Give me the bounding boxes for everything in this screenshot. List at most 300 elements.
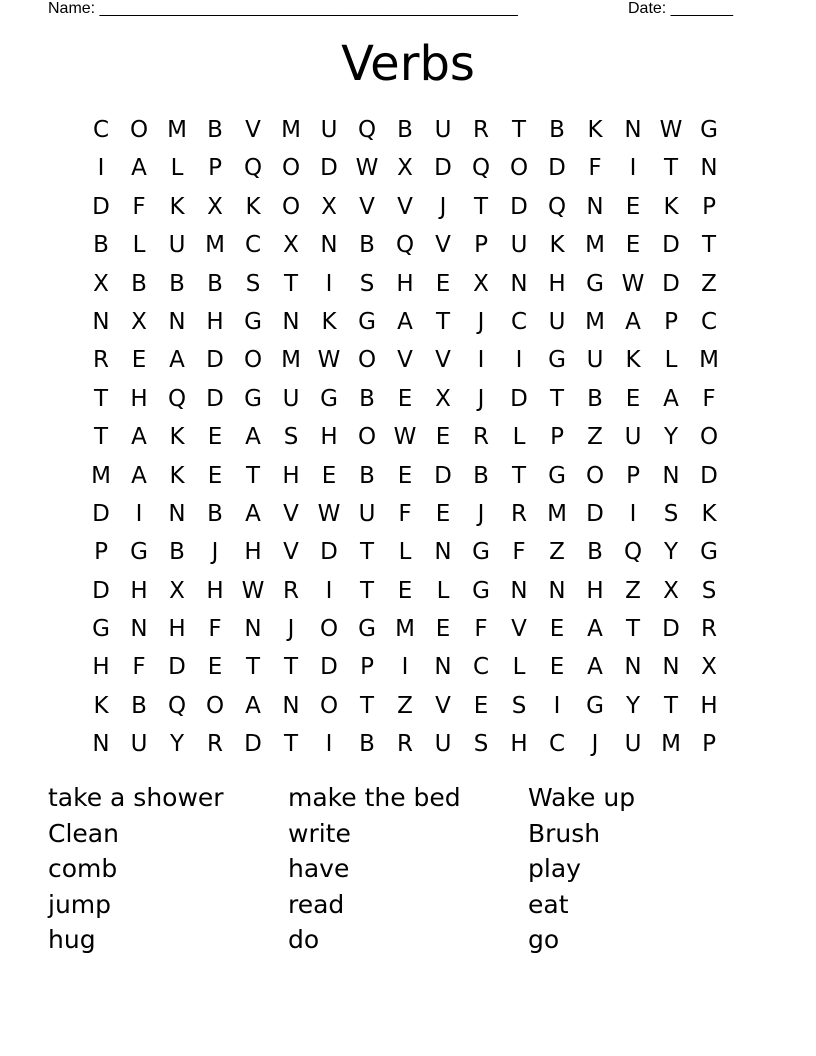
grid-letter: A <box>245 692 261 719</box>
word-search-grid <box>82 111 728 764</box>
grid-letter: I <box>325 731 333 758</box>
grid-letter: V <box>435 232 451 259</box>
grid-letter: B <box>397 117 413 143</box>
grid-letter: F <box>702 385 716 412</box>
grid-letter: E <box>625 193 641 220</box>
grid-letter: E <box>397 385 413 412</box>
grid-letter: K <box>321 308 337 335</box>
grid-letter: G <box>586 270 604 297</box>
page-title: Verbs <box>341 36 475 92</box>
grid-letter: X <box>321 193 337 220</box>
grid-letter: S <box>245 270 261 297</box>
grid-letter: U <box>358 500 376 527</box>
word-list-item: go <box>528 925 560 955</box>
grid-letter: B <box>549 117 565 143</box>
grid-letter: S <box>511 692 527 719</box>
grid-row <box>82 111 728 149</box>
grid-letter: V <box>435 692 451 719</box>
grid-letter: K <box>169 462 185 489</box>
grid-letter: W <box>393 424 417 451</box>
grid-letter: W <box>241 577 265 604</box>
grid-letter: F <box>132 193 146 220</box>
grid-letter: H <box>396 270 414 297</box>
grid-letter: G <box>472 577 490 604</box>
grid-letter: A <box>587 654 603 681</box>
grid-letter: H <box>700 692 718 719</box>
grid-letter: R <box>473 117 489 143</box>
grid-letter: N <box>510 270 528 297</box>
grid-letter: N <box>168 500 186 527</box>
grid-letter: Q <box>167 385 187 412</box>
grid-letter: Q <box>395 232 415 259</box>
grid-letter: T <box>549 385 565 412</box>
grid-letter: O <box>357 424 377 451</box>
grid-letter: A <box>625 308 641 335</box>
grid-letter: G <box>548 462 566 489</box>
grid-letter: H <box>586 577 604 604</box>
grid-letter: E <box>397 577 413 604</box>
grid-letter: L <box>170 155 184 182</box>
grid-letter: W <box>317 347 341 374</box>
grid-letter: R <box>397 731 413 758</box>
grid-letter: Z <box>701 270 717 297</box>
grid-letter: Q <box>357 117 377 143</box>
name-field-label: Name: _______________________________________________ <box>48 0 518 17</box>
grid-letter: C <box>92 117 110 143</box>
grid-row <box>82 725 728 763</box>
grid-letter: P <box>94 539 108 566</box>
grid-letter: H <box>206 308 224 335</box>
grid-letter: R <box>701 616 717 643</box>
grid-letter: S <box>283 424 299 451</box>
grid-letter: U <box>320 117 338 143</box>
grid-letter: G <box>586 692 604 719</box>
grid-letter: P <box>474 232 488 259</box>
grid-row <box>82 226 728 264</box>
grid-row <box>82 341 728 379</box>
grid-letter: Q <box>623 539 643 566</box>
grid-letter: N <box>130 616 148 643</box>
grid-letter: C <box>700 308 718 335</box>
grid-letter: Y <box>663 539 679 566</box>
word-list-item: take a shower <box>48 783 224 812</box>
grid-letter: J <box>477 385 485 412</box>
grid-letter: E <box>549 616 565 643</box>
grid-row <box>82 610 728 648</box>
grid-letter: R <box>207 731 223 758</box>
grid-letter: O <box>281 155 301 182</box>
grid-letter: L <box>436 577 450 604</box>
grid-letter: O <box>699 424 719 451</box>
grid-letter: N <box>168 308 186 335</box>
grid-letter: T <box>93 424 109 451</box>
grid-letter: D <box>320 539 338 566</box>
grid-letter: G <box>320 385 338 412</box>
grid-letter: N <box>282 308 300 335</box>
grid-letter: K <box>245 193 261 220</box>
grid-letter: N <box>92 308 110 335</box>
grid-letter: B <box>587 385 603 412</box>
grid-letter: V <box>511 616 527 643</box>
date-field-label: Date: _______ <box>628 0 733 17</box>
grid-letter: I <box>97 155 105 182</box>
grid-letter: F <box>132 654 146 681</box>
grid-letter: A <box>169 347 185 374</box>
grid-letter: T <box>663 155 679 182</box>
grid-letter: Q <box>243 155 263 182</box>
grid-letter: K <box>701 500 717 527</box>
grid-letter: T <box>245 654 261 681</box>
grid-letter: G <box>92 616 110 643</box>
grid-letter: J <box>439 193 447 220</box>
grid-letter: K <box>169 193 185 220</box>
grid-letter: E <box>131 347 147 374</box>
grid-row <box>82 188 728 226</box>
word-list-item: Brush <box>528 818 601 848</box>
grid-letter: B <box>473 462 489 489</box>
grid-letter: H <box>130 385 148 412</box>
grid-letter: D <box>662 616 680 643</box>
grid-letter: H <box>92 654 110 681</box>
grid-letter: D <box>434 155 452 182</box>
grid-row <box>82 495 728 533</box>
grid-letter: H <box>244 539 262 566</box>
grid-letter: H <box>548 270 566 297</box>
grid-letter: Y <box>663 424 679 451</box>
grid-letter: Q <box>471 155 491 182</box>
grid-letter: O <box>585 462 605 489</box>
grid-letter: I <box>553 692 561 719</box>
grid-letter: E <box>321 462 337 489</box>
grid-letter: J <box>287 616 295 643</box>
grid-letter: H <box>168 616 186 643</box>
word-list-item: jump <box>48 889 112 919</box>
grid-letter: I <box>325 577 333 604</box>
grid-letter: B <box>169 270 185 297</box>
grid-letter: U <box>130 731 148 758</box>
grid-letter: O <box>205 692 225 719</box>
word-list-item: hug <box>48 925 96 955</box>
grid-letter: V <box>283 539 299 566</box>
grid-letter: A <box>131 155 147 182</box>
grid-letter: D <box>510 385 528 412</box>
grid-letter: M <box>167 117 187 143</box>
grid-letter: N <box>662 462 680 489</box>
grid-letter: A <box>663 385 679 412</box>
grid-letter: F <box>398 500 412 527</box>
grid-letter: K <box>93 692 109 719</box>
grid-letter: E <box>435 424 451 451</box>
grid-letter: D <box>662 232 680 259</box>
grid-letter: S <box>473 731 489 758</box>
grid-letter: T <box>435 308 451 335</box>
word-list <box>48 780 768 958</box>
grid-letter: K <box>663 193 679 220</box>
grid-letter: D <box>206 347 224 374</box>
grid-letter: E <box>397 462 413 489</box>
grid-letter: T <box>359 692 375 719</box>
grid-letter: Z <box>587 424 603 451</box>
grid-letter: M <box>699 347 719 374</box>
grid-letter: B <box>359 385 375 412</box>
grid-letter: A <box>245 500 261 527</box>
grid-letter: K <box>587 117 603 143</box>
word-list-item: Wake up <box>528 783 636 812</box>
grid-letter: A <box>587 616 603 643</box>
grid-letter: D <box>434 462 452 489</box>
grid-letter: T <box>93 385 109 412</box>
grid-letter: E <box>549 654 565 681</box>
grid-letter: U <box>434 731 452 758</box>
grid-letter: G <box>358 308 376 335</box>
grid-letter: U <box>434 117 452 143</box>
grid-letter: U <box>510 232 528 259</box>
grid-letter: L <box>512 654 526 681</box>
grid-letter: H <box>510 731 528 758</box>
grid-letter: N <box>624 654 642 681</box>
grid-letter: I <box>629 155 637 182</box>
grid-letter: D <box>510 193 528 220</box>
grid-letter: I <box>629 500 637 527</box>
grid-letter: M <box>91 462 111 489</box>
grid-letter: T <box>701 232 717 259</box>
grid-letter: C <box>548 731 566 758</box>
word-list-item: play <box>528 854 581 884</box>
grid-letter: D <box>586 500 604 527</box>
grid-letter: G <box>244 308 262 335</box>
grid-letter: B <box>131 692 147 719</box>
grid-letter: B <box>359 731 375 758</box>
grid-letter: W <box>355 155 379 182</box>
grid-letter: G <box>700 539 718 566</box>
grid-letter: E <box>207 654 223 681</box>
grid-letter: T <box>511 462 527 489</box>
grid-letter: O <box>129 117 149 143</box>
grid-letter: P <box>360 654 374 681</box>
grid-letter: P <box>208 155 222 182</box>
grid-row <box>82 533 728 571</box>
grid-letter: D <box>92 193 110 220</box>
grid-letter: E <box>207 462 223 489</box>
grid-letter: J <box>477 308 485 335</box>
grid-letter: D <box>662 270 680 297</box>
grid-letter: U <box>548 308 566 335</box>
grid-letter: K <box>625 347 641 374</box>
grid-letter: I <box>135 500 143 527</box>
grid-letter: T <box>473 193 489 220</box>
grid-letter: F <box>208 616 222 643</box>
grid-letter: E <box>473 692 489 719</box>
grid-letter: W <box>659 117 683 143</box>
grid-letter: A <box>245 424 261 451</box>
grid-row <box>82 457 728 495</box>
word-list-item: make the bed <box>288 783 461 812</box>
grid-letter: G <box>244 385 262 412</box>
grid-letter: S <box>359 270 375 297</box>
grid-letter: P <box>664 308 678 335</box>
grid-letter: N <box>548 577 566 604</box>
grid-letter: M <box>281 347 301 374</box>
grid-letter: E <box>435 270 451 297</box>
grid-letter: A <box>397 308 413 335</box>
grid-letter: N <box>624 117 642 143</box>
grid-letter: W <box>317 500 341 527</box>
grid-letter: V <box>435 347 451 374</box>
grid-letter: C <box>472 654 490 681</box>
word-list-item: read <box>288 889 345 919</box>
grid-letter: Y <box>169 731 185 758</box>
grid-letter: X <box>283 232 299 259</box>
grid-row <box>82 687 728 725</box>
grid-letter: R <box>511 500 527 527</box>
grid-letter: R <box>93 347 109 374</box>
grid-letter: D <box>168 654 186 681</box>
grid-letter: G <box>358 616 376 643</box>
grid-letter: U <box>624 731 642 758</box>
grid-letter: X <box>701 654 717 681</box>
grid-letter: O <box>509 155 529 182</box>
grid-letter: E <box>625 385 641 412</box>
grid-letter: I <box>401 654 409 681</box>
grid-letter: U <box>586 347 604 374</box>
grid-letter: X <box>473 270 489 297</box>
grid-letter: N <box>434 539 452 566</box>
grid-letter: X <box>93 270 109 297</box>
grid-letter: G <box>472 539 490 566</box>
grid-letter: N <box>434 654 452 681</box>
grid-letter: D <box>320 654 338 681</box>
grid-letter: L <box>398 539 412 566</box>
grid-letter: V <box>283 500 299 527</box>
grid-letter: U <box>168 232 186 259</box>
grid-letter: H <box>282 462 300 489</box>
grid-letter: X <box>663 577 679 604</box>
grid-letter: I <box>325 270 333 297</box>
grid-letter: X <box>131 308 147 335</box>
grid-letter: P <box>550 424 564 451</box>
grid-letter: J <box>477 500 485 527</box>
grid-letter: D <box>92 500 110 527</box>
grid-letter: T <box>283 270 299 297</box>
grid-letter: X <box>435 385 451 412</box>
grid-letter: N <box>662 654 680 681</box>
grid-letter: N <box>282 692 300 719</box>
grid-letter: D <box>92 577 110 604</box>
grid-letter: X <box>169 577 185 604</box>
grid-letter: D <box>320 155 338 182</box>
grid-letter: G <box>130 539 148 566</box>
grid-letter: L <box>512 424 526 451</box>
grid-letter: P <box>626 462 640 489</box>
grid-letter: D <box>548 155 566 182</box>
grid-letter: T <box>359 577 375 604</box>
grid-letter: N <box>320 232 338 259</box>
grid-letter: E <box>435 500 451 527</box>
grid-letter: A <box>131 424 147 451</box>
grid-letter: L <box>132 232 146 259</box>
grid-letter: N <box>510 577 528 604</box>
grid-letter: Y <box>625 692 641 719</box>
grid-letter: B <box>207 270 223 297</box>
grid-letter: P <box>702 193 716 220</box>
grid-letter: Q <box>547 193 567 220</box>
grid-letter: Z <box>397 692 413 719</box>
grid-row <box>82 648 728 686</box>
grid-letter: U <box>624 424 642 451</box>
grid-letter: T <box>283 731 299 758</box>
grid-letter: W <box>621 270 645 297</box>
grid-letter: K <box>169 424 185 451</box>
grid-row <box>82 303 728 341</box>
grid-letter: V <box>397 347 413 374</box>
word-list-item: comb <box>48 854 118 884</box>
grid-letter: M <box>585 232 605 259</box>
grid-letter: T <box>663 692 679 719</box>
grid-letter: S <box>701 577 717 604</box>
word-list-item: have <box>288 854 350 884</box>
grid-letter: T <box>625 616 641 643</box>
grid-letter: B <box>169 539 185 566</box>
word-list-item: do <box>288 925 320 955</box>
grid-letter: H <box>130 577 148 604</box>
grid-letter: T <box>359 539 375 566</box>
grid-letter: M <box>585 308 605 335</box>
grid-letter: N <box>92 731 110 758</box>
grid-row <box>82 265 728 303</box>
grid-letter: Z <box>625 577 641 604</box>
grid-row <box>82 380 728 418</box>
grid-letter: G <box>548 347 566 374</box>
grid-letter: H <box>320 424 338 451</box>
word-list-item: write <box>288 818 351 848</box>
grid-letter: H <box>206 577 224 604</box>
grid-letter: N <box>244 616 262 643</box>
grid-letter: R <box>473 424 489 451</box>
grid-letter: A <box>131 462 147 489</box>
grid-letter: B <box>359 232 375 259</box>
grid-letter: V <box>397 193 413 220</box>
grid-letter: M <box>281 117 301 143</box>
grid-letter: B <box>587 539 603 566</box>
grid-letter: E <box>207 424 223 451</box>
grid-letter: J <box>591 731 599 758</box>
grid-letter: B <box>207 500 223 527</box>
worksheet-header <box>48 0 748 20</box>
word-list-item: eat <box>528 889 569 919</box>
grid-letter: B <box>359 462 375 489</box>
grid-letter: S <box>663 500 679 527</box>
grid-letter: N <box>586 193 604 220</box>
grid-letter: V <box>359 193 375 220</box>
grid-letter: B <box>131 270 147 297</box>
grid-letter: D <box>244 731 262 758</box>
grid-letter: E <box>625 232 641 259</box>
grid-letter: N <box>700 155 718 182</box>
grid-letter: K <box>549 232 565 259</box>
grid-row <box>82 572 728 610</box>
grid-letter: T <box>511 117 527 143</box>
grid-letter: F <box>512 539 526 566</box>
grid-letter: T <box>283 654 299 681</box>
grid-letter: O <box>281 193 301 220</box>
grid-row <box>82 418 728 456</box>
grid-letter: M <box>661 731 681 758</box>
grid-row <box>82 149 728 187</box>
grid-letter: C <box>244 232 262 259</box>
grid-letter: C <box>510 308 528 335</box>
grid-letter: Z <box>549 539 565 566</box>
grid-letter: V <box>245 117 261 143</box>
